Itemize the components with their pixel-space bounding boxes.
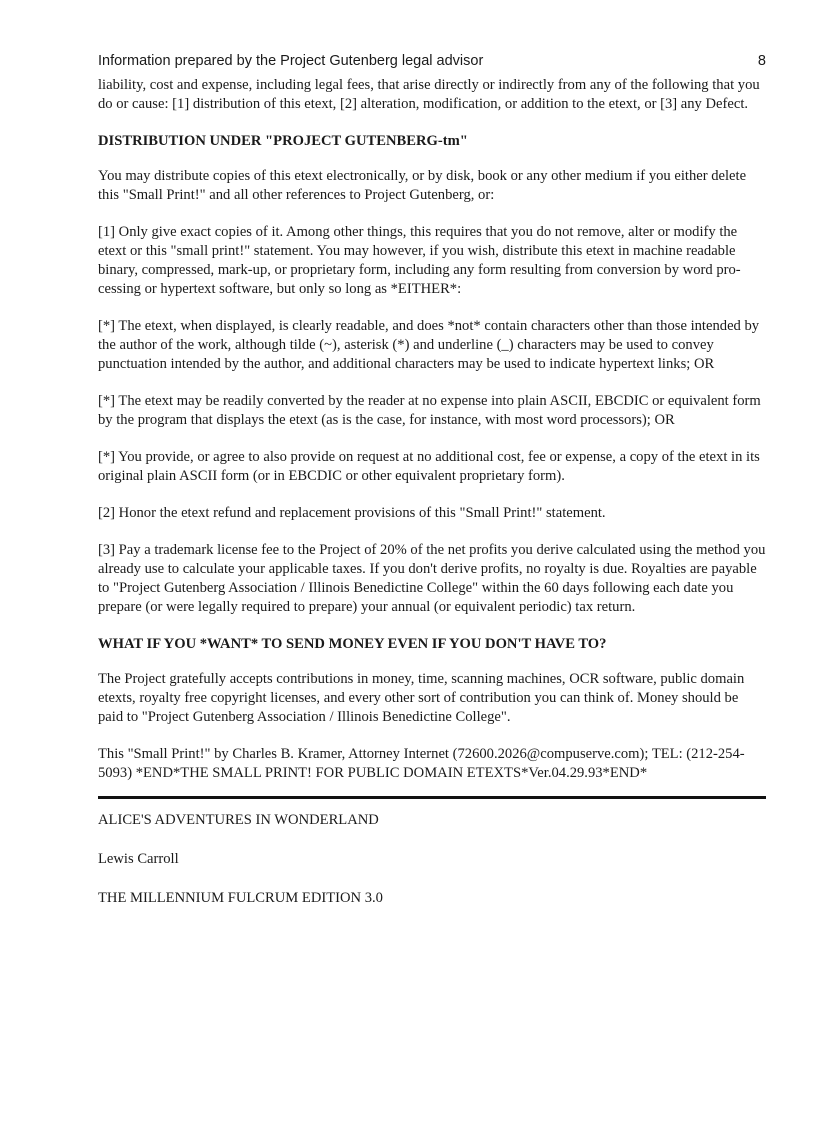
book-author: Lewis Carroll (98, 851, 179, 867)
paragraph-exact-copies: [1] Only give exact copies of it. Among other things, this requires that you do not remove, alter or modify the etext or this "small print!" statement. You may however, if you wish, distribute this etext in machine readable binary, compressed, mark-up, or proprietary form, including any form resulting from conversion by word pro-cessing or hypertext software, but only so long as *EITHER*: (98, 224, 741, 297)
book-title: ALICE'S ADVENTURES IN WONDERLAND (98, 812, 379, 828)
book-edition: THE MILLENNIUM FULCRUM EDITION 3.0 (98, 890, 383, 906)
paragraph-contributions: The Project gratefully accepts contributions in money, time, scanning machines, OCR software, public domain etexts, royalty free copyright licenses, and every other sort of contribution you can think of. Money should be paid to "Project Gutenberg Association / Illinois Benedictine College". (98, 671, 745, 725)
paragraph-provide-on-request: [*] You provide, or agree to also provide on request at no additional cost, fee or expense, a copy of the etext in its original plain ASCII form (or in EBCDIC or other equivalent proprietary form). (98, 449, 760, 484)
title-block (98, 811, 766, 908)
document-page (98, 52, 766, 928)
paragraph-distribute-copies: You may distribute copies of this etext electronically, or by disk, book or any other medium if you either delete this "Small Print!" and all other references to Project Gutenberg, or: (98, 168, 747, 203)
paragraph-honor-refund: [2] Honor the etext refund and replacement provisions of this "Small Print!" statement. (98, 505, 606, 521)
paragraph-small-print-credit: This "Small Print!" by Charles B. Kramer, Attorney Internet (72600.2026@compuserve.com); TEL: (212-254-5093) *END*THE SMALL PRINT! FOR PUBLIC DOMAIN ETEXTS*Ver.04.29.93*END* (98, 746, 745, 781)
paragraph-clearly-readable: [*] The etext, when displayed, is clearly readable, and does *not* contain characters other than those intended by the author of the work, although tilde (~), asterisk (*) and underline (_) characters may be used to convey punctuation intended by the author, and additional characters may be used to indicate hypertext links; OR (98, 318, 760, 372)
paragraph-liability: liability, cost and expense, including legal fees, that arise directly or indirectly from any of the following that you do or cause: [1] distribution of this etext, [2] alteration, modification, or addition to the etext, or [3] any Defect. (98, 77, 760, 112)
running-title: Information prepared by the Project Gutenberg legal advisor (98, 53, 484, 69)
heading-send-money: WHAT IF YOU *WANT* TO SEND MONEY EVEN IF YOU DON'T HAVE TO? (98, 636, 607, 652)
paragraph-readily-converted: [*] The etext may be readily converted by the reader at no expense into plain ASCII, EBCDIC or equivalent form by the program that displays the etext (as is the case, for instance, with most word processors); OR (98, 393, 761, 428)
page-number: 8 (757, 53, 766, 69)
paragraph-trademark-fee: [3] Pay a trademark license fee to the Project of 20% of the net profits you derive calculated using the method you already use to calculate your applicable taxes. If you don't derive profits, no royalty is due. Royalties are payable to "Project Gutenberg Association / Illinois Benedictine College" within the 60 days following each date you prepare (or were legally required to prepare) your annual (or equivalent periodic) tax return. (98, 542, 766, 615)
section-divider (98, 796, 766, 799)
heading-distribution: DISTRIBUTION UNDER "PROJECT GUTENBERG-tm" (98, 133, 468, 149)
running-header (98, 52, 766, 70)
document-body (98, 76, 766, 908)
